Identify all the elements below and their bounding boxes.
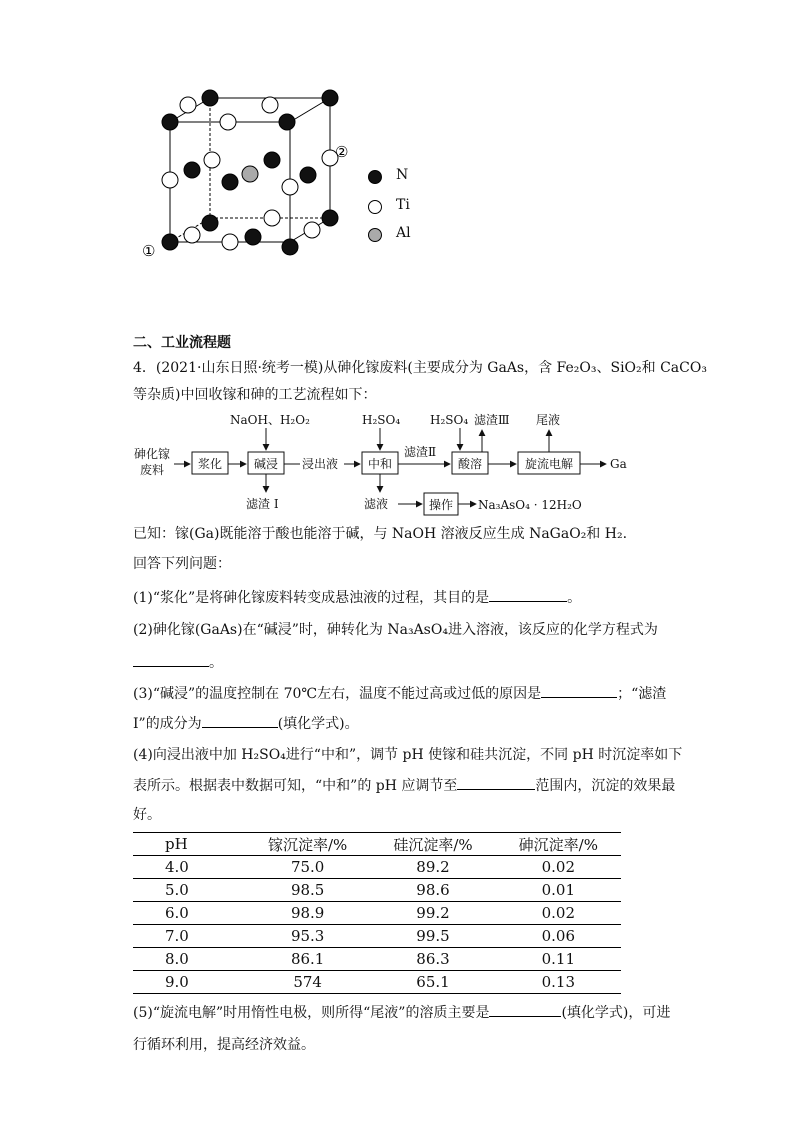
q3-text-b: ；“滤渣 (617, 686, 667, 702)
tail-liquid-label: 尾液 (536, 413, 561, 427)
ti-atom (162, 172, 178, 188)
question-4-line3: 好。 (133, 807, 161, 823)
table-header-row (133, 833, 621, 856)
q4-answer-blank[interactable] (457, 775, 535, 790)
table-cell: 0.02 (496, 902, 621, 925)
table-cell: 0.06 (496, 925, 621, 948)
table-header: pH (133, 833, 245, 856)
precipitation-rate-table (133, 832, 621, 994)
question-3-line2 (133, 713, 359, 734)
box-alkali-label: 碱浸 (254, 457, 279, 471)
n-atom (279, 114, 295, 130)
vertex-label-2: ② (335, 143, 349, 161)
reagent-alkali: NaOH、H₂O₂ (230, 413, 310, 427)
table-cell: 65.1 (370, 971, 495, 994)
table-cell: 98.5 (245, 879, 370, 902)
table-cell: 9.0 (133, 971, 245, 994)
q4-text-b: 范围内，沉淀的效果最 (535, 778, 676, 794)
q5-text-a: (5)“旋流电解”时用惰性电极，则所得“尾液”的溶质主要是 (133, 1005, 490, 1021)
ti-atom (220, 114, 236, 130)
al-atom (242, 166, 258, 182)
table-cell: 75.0 (245, 856, 370, 879)
section-title: 二、工业流程题 (133, 335, 231, 351)
box-electro-label: 旋流电解 (525, 457, 574, 471)
box-neutral-label: 中和 (368, 457, 393, 471)
n-atom (202, 215, 218, 231)
table-cell: 5.0 (133, 879, 245, 902)
table-header: 镓沉淀率/% (245, 833, 370, 856)
table-cell: 98.6 (370, 879, 495, 902)
q5-text-b: (填化学式)，可进 (561, 1005, 671, 1021)
al-legend-icon (368, 228, 382, 242)
question-1 (133, 587, 581, 608)
answer-prompt: 回答下列问题： (133, 556, 231, 572)
question-4-line2 (133, 775, 675, 796)
ti-atom (180, 97, 196, 113)
residue3-label: 滤渣Ⅲ (474, 413, 510, 427)
question-5-line1 (133, 1002, 670, 1023)
raw-material-label: 砷化镓 (134, 447, 171, 461)
q3-text-d: (填化学式)。 (277, 716, 359, 732)
question-2-line2 (133, 652, 223, 673)
residue1-label: 滤渣 I (246, 497, 279, 511)
table-cell: 99.5 (370, 925, 495, 948)
ti-atom (204, 152, 220, 168)
n-atom (322, 210, 338, 226)
table-cell: 0.13 (496, 971, 621, 994)
q1-end: 。 (567, 590, 582, 606)
product-salt: Na₃AsO₄ · 12H₂O (478, 498, 582, 512)
table-cell: 86.1 (245, 948, 370, 971)
q2-end: 。 (209, 655, 223, 671)
product-ga: Ga (610, 457, 627, 471)
table-cell: 0.01 (496, 879, 621, 902)
raw-material-label: 废料 (140, 463, 165, 477)
q1-text: (1)“浆化”是将砷化镓废料转变成悬浊液的过程，其目的是 (133, 590, 490, 606)
q3-text-a: (3)“碱浸”的温度控制在 70℃左右，温度不能过高或过低的原因是 (133, 686, 542, 702)
table-cell: 95.3 (245, 925, 370, 948)
table-cell: 6.0 (133, 902, 245, 925)
legend-label: N (396, 167, 409, 183)
question-intro-line2: 等杂质)中回收镓和砷的工艺流程如下： (133, 387, 377, 403)
table-row (133, 925, 621, 948)
q5-answer-blank[interactable] (489, 1002, 561, 1017)
table-cell: 99.2 (370, 902, 495, 925)
known-info: 已知：镓(Ga)既能溶于酸也能溶于碱，与 NaOH 溶液反应生成 NaGaO₂和 H₂. (133, 526, 628, 542)
q1-answer-blank[interactable] (489, 587, 567, 602)
question-intro-line1: 4．(2021·山东日照·统考一模)从砷化镓废料(主要成分为 GaAs，含 Fe₂O₃、SiO₂和 CaCO₃ (133, 360, 707, 376)
n-atom (282, 239, 298, 255)
q2-answer-blank[interactable] (133, 652, 209, 667)
table-cell: 0.02 (496, 856, 621, 879)
n-atom (202, 90, 218, 106)
n-atom (245, 229, 261, 245)
process-flow-diagram (130, 408, 650, 518)
q3-text-c: I”的成分为 (133, 716, 202, 732)
n-atom (162, 234, 178, 250)
ti-atom (222, 234, 238, 250)
table-header: 砷沉淀率/% (496, 833, 621, 856)
ti-legend-icon (368, 200, 382, 214)
table-cell: 0.11 (496, 948, 621, 971)
n-atom (162, 114, 178, 130)
table-row (133, 879, 621, 902)
n-atom (222, 174, 238, 190)
box-slurry-label: 浆化 (198, 457, 223, 471)
q3-answer-blank-2[interactable] (202, 713, 278, 728)
q3-answer-blank-1[interactable] (541, 683, 617, 698)
table-cell: 7.0 (133, 925, 245, 948)
residue2-label: 滤渣Ⅱ (404, 445, 437, 459)
table-cell: 86.3 (370, 948, 495, 971)
table-row (133, 948, 621, 971)
question-2: (2)砷化镓(GaAs)在“碱浸”时，砷转化为 Na₃AsO₄进入溶液，该反应的化学方程式为 (133, 622, 658, 638)
filtrate-label: 滤液 (364, 497, 389, 511)
ti-atom (262, 97, 278, 113)
q4-text-a: 表所示。根据表中数据可知，“中和”的 pH 应调节至 (133, 778, 458, 794)
table-cell: 89.2 (370, 856, 495, 879)
ti-atom (304, 222, 320, 238)
table-cell: 98.9 (245, 902, 370, 925)
n-atom (322, 90, 338, 106)
table-cell: 4.0 (133, 856, 245, 879)
table-row (133, 902, 621, 925)
table-row (133, 971, 621, 994)
legend-label: Ti (396, 197, 410, 213)
question-5-line2: 行循环利用，提高经济效益。 (133, 1037, 315, 1053)
leachate-label: 浸出液 (302, 457, 339, 471)
box-operate-label: 操作 (429, 498, 454, 512)
legend-label: Al (396, 225, 411, 241)
ti-atom (184, 227, 200, 243)
table-row (133, 856, 621, 879)
vertex-label-1: ① (142, 242, 156, 260)
n-atom (300, 167, 316, 183)
table-header: 硅沉淀率/% (370, 833, 495, 856)
crystal-structure-figure (130, 80, 370, 270)
n-legend-icon (368, 170, 382, 184)
reagent-h2so4-neutral: H₂SO₄ (362, 413, 401, 427)
n-atom (264, 152, 280, 168)
ti-atom (264, 210, 280, 226)
ti-atom (282, 179, 298, 195)
reagent-h2so4-acid: H₂SO₄ (430, 413, 469, 427)
table-cell: 8.0 (133, 948, 245, 971)
table-cell: 574 (245, 971, 370, 994)
n-atom (184, 162, 200, 178)
question-3-line1 (133, 683, 666, 704)
question-4-line1: (4)向浸出液中加 H₂SO₄进行“中和”，调节 pH 使镓和硅共沉淀，不同 pH 时沉淀率如下 (133, 747, 683, 763)
box-acid-label: 酸溶 (458, 457, 483, 471)
